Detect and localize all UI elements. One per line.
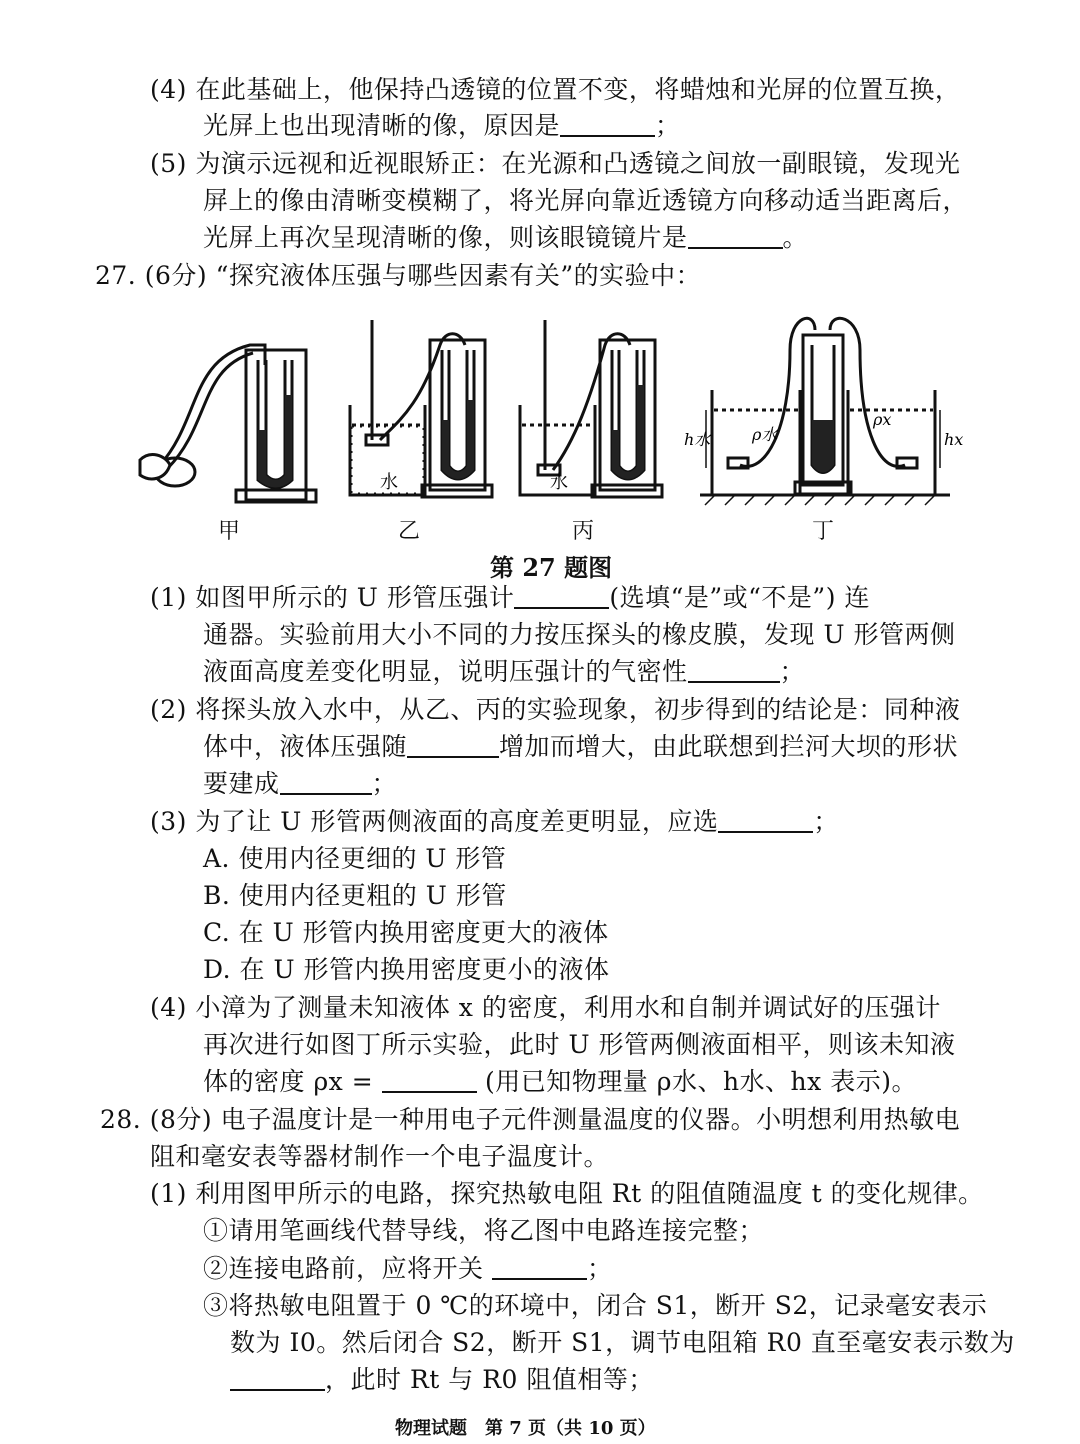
q26-part5-line1: (5) 为演示远视和近视眼矫正：在光源和凸透镜之间放一副眼镜，发现光 [150, 149, 961, 178]
q27-part4-line1: (4) 小漳为了测量未知液体 x 的密度，利用水和自制并调试好的压强计 [150, 993, 941, 1022]
figure-label-ding: 丁 [812, 519, 835, 544]
rho-water-label: ρ水 [752, 425, 778, 444]
q27-part3-text: (3) 为了让 U 形管两侧液面的高度差更明显，应选 [150, 807, 719, 836]
q27-part2-text-c: 要建成 [203, 769, 280, 798]
answer-blank[interactable] [407, 734, 499, 758]
punct: ； [813, 807, 839, 836]
punct: ； [779, 657, 806, 686]
figure-label-jia: 甲 [218, 519, 241, 544]
q27-part3-line1 [150, 802, 839, 838]
page-footer: 物理试题 第 7 页（共 10 页） [395, 1418, 656, 1439]
punct: 。 [782, 223, 809, 252]
figure-label-yi: 乙 [398, 519, 421, 544]
q27-part2-line1: (2) 将探头放入水中，从乙、丙的实验现象，初步得到的结论是：同种液 [150, 695, 961, 724]
q28-part1: (1) 利用图甲所示的电路，探究热敏电阻 Rt 的阻值随温度 t 的变化规律。 [150, 1179, 984, 1208]
q27-part1-line3 [203, 652, 805, 688]
q27-part1-text-c: 液面高度差变化明显，说明压强计的气密性 [203, 657, 688, 686]
q27-part4-line3 [203, 1062, 917, 1098]
q26-part5-line3 [203, 218, 808, 254]
q26-part4-text: 光屏上也出现清晰的像，原因是 [203, 111, 561, 140]
q28-header-line1: 28. (8分) 电子温度计是一种用电子元件测量温度的仪器。小明想利用热敏电 [100, 1105, 961, 1134]
water-label-yi: 水 [380, 472, 398, 493]
q27-header: 27. (6分) “探究液体压强与哪些因素有关”的实验中： [95, 261, 702, 290]
q28-step2 [203, 1249, 612, 1285]
option-d[interactable]: D. 在 U 形管内换用密度更小的液体 [203, 955, 610, 984]
answer-blank[interactable] [718, 809, 813, 833]
q28-step3-text: ，此时 Rt 与 R0 阻值相等； [325, 1365, 654, 1394]
q27-part2-line2 [203, 727, 958, 763]
answer-blank[interactable] [688, 225, 783, 249]
figure-caption: 第 27 题图 [490, 553, 613, 582]
answer-blank[interactable] [492, 1256, 587, 1280]
q27-part1-line2: 通器。实验前用大小不同的力按压探头的橡皮膜，发现 U 形管两侧 [203, 620, 956, 649]
q27-part4-text-b: (用已知物理量 ρ水、h水、hx 表示)。 [485, 1067, 917, 1096]
q28-header-line2: 阻和毫安表等器材制作一个电子温度计。 [150, 1142, 610, 1171]
q26-part4-line1: (4) 在此基础上，他保持凸透镜的位置不变，将蜡烛和光屏的位置互换， [150, 75, 961, 104]
q27-part1-text-b: (选填“是”或“不是”) 连 [609, 583, 870, 612]
q28-step3-line1: ③将热敏电阻置于 0 ℃的环境中，闭合 S1，断开 S2，记录毫安表示 [203, 1291, 988, 1320]
q26-part5-text: 光屏上再次呈现清晰的像，则该眼镜镜片是 [203, 223, 688, 252]
q27-part4-text-a: 体的密度 ρx = [203, 1067, 374, 1096]
q26-part4-line2 [203, 106, 681, 142]
option-c[interactable]: C. 在 U 形管内换用密度更大的液体 [203, 918, 609, 947]
q28-step1: ①请用笔画线代替导线，将乙图中电路连接完整； [203, 1216, 765, 1245]
punct: ； [655, 111, 681, 140]
q27-part2-line3 [203, 764, 397, 800]
q27-part2-text-b: 增加而增大，由此联想到拦河大坝的形状 [499, 732, 959, 761]
answer-blank[interactable] [688, 659, 780, 683]
answer-blank[interactable] [514, 585, 609, 609]
q27-part4-line2: 再次进行如图丁所示实验，此时 U 形管两侧液面相平，则该未知液 [203, 1030, 956, 1059]
h-x-label: hx [944, 430, 964, 449]
answer-blank[interactable] [230, 1367, 325, 1391]
q28-step3-line2: 数为 I0。然后闭合 S2，断开 S1，调节电阻箱 R0 直至毫安表示数为 [230, 1328, 1015, 1357]
option-a[interactable]: A. 使用内径更细的 U 形管 [203, 844, 507, 873]
q28-step3-line3 [230, 1360, 654, 1396]
rho-x-label: ρx [873, 410, 892, 429]
q28-step2-text: ②连接电路前，应将开关 [203, 1254, 484, 1283]
answer-blank[interactable] [560, 113, 655, 137]
punct: ； [586, 1254, 613, 1283]
answer-blank[interactable] [382, 1069, 477, 1093]
figure-label-bing: 丙 [572, 519, 595, 544]
water-label-bing: 水 [550, 472, 568, 493]
q27-part2-text-a: 体中，液体压强随 [203, 732, 408, 761]
q27-part1-text-a: (1) 如图甲所示的 U 形管压强计 [150, 583, 515, 612]
punct: ； [371, 769, 398, 798]
q26-part5-line2: 屏上的像由清晰变模糊了，将光屏向靠近透镜方向移动适当距离后， [203, 186, 969, 215]
h-water-label: h水 [684, 430, 711, 449]
option-b[interactable]: B. 使用内径更粗的 U 形管 [203, 881, 507, 910]
q27-part1-line1 [150, 578, 870, 614]
answer-blank[interactable] [280, 771, 372, 795]
